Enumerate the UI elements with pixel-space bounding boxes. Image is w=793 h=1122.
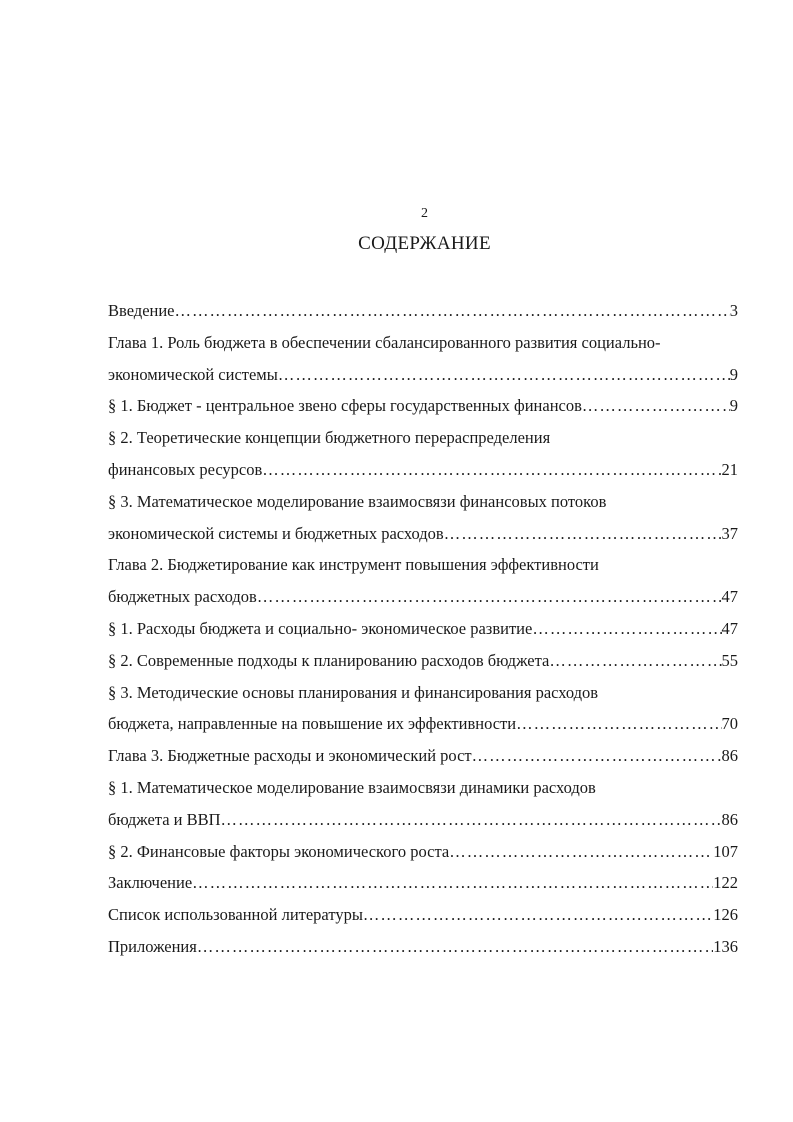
toc-line [108, 549, 738, 581]
toc-page-number: 70 [721, 714, 738, 734]
toc-leader-dots [175, 295, 730, 327]
toc-leader-dots [363, 899, 713, 931]
toc-leader-dots [192, 867, 713, 899]
toc-line [108, 295, 738, 327]
toc-leader-dots [582, 390, 730, 422]
toc-leader-dots [549, 645, 721, 677]
toc-leader-dots [444, 518, 722, 550]
toc-entry-text: Введение [108, 301, 175, 320]
toc-entry-text: Глава 1. Роль бюджета в обеспечении сбалансированного развития социально- [108, 332, 661, 352]
toc-line [108, 359, 738, 391]
toc-entry-text: бюджета, направленные на повышение их эффективности [108, 714, 517, 734]
toc-line [108, 486, 738, 518]
toc-page-number: 47 [721, 587, 738, 607]
toc-line [108, 327, 738, 359]
toc-line [108, 899, 738, 931]
page-title: СОДЕРЖАНИЕ [358, 233, 491, 254]
toc-page-number: 3 [729, 301, 738, 320]
toc-page-number: 126 [713, 905, 738, 925]
toc-entry-text: § 2. Теоретические концепции бюджетного перераспределения [108, 428, 551, 448]
toc-page-number: 9 [729, 396, 738, 416]
toc-page-number: 37 [721, 523, 738, 543]
toc-line [108, 613, 738, 645]
toc-entry-text: Приложения [108, 936, 197, 956]
toc-leader-dots [449, 836, 713, 868]
toc-line [108, 422, 738, 454]
toc-leader-dots [262, 454, 721, 486]
toc-page-number: 47 [721, 618, 738, 638]
toc-page-number: 122 [713, 873, 738, 893]
toc-line [108, 677, 738, 709]
toc-entry-text: бюджета и ВВП [108, 809, 221, 829]
toc-entry-text: Список использованной литературы [108, 905, 363, 925]
table-of-contents [108, 295, 738, 963]
toc-page-number: 21 [721, 459, 738, 479]
toc-page-number: 107 [713, 841, 738, 861]
toc-line [108, 931, 738, 963]
toc-page-number: 55 [721, 650, 738, 670]
toc-leader-dots [257, 581, 722, 613]
toc-entry-text: § 1. Математическое моделирование взаимосвязи динамики расходов [108, 777, 596, 797]
toc-entry-text: экономической системы и бюджетных расходов [108, 523, 444, 543]
toc-line [108, 518, 738, 550]
toc-line [108, 740, 738, 772]
toc-entry-text: § 2. Современные подходы к планированию расходов бюджета [108, 650, 550, 670]
toc-line [108, 708, 738, 740]
toc-leader-dots [532, 613, 721, 645]
toc-entry-text: экономической системы [108, 364, 278, 384]
toc-page-number: 9 [729, 364, 738, 384]
toc-leader-dots [197, 931, 713, 963]
toc-line [108, 804, 738, 836]
toc-entry-text: Глава 3. Бюджетные расходы и экономический рост [108, 746, 472, 766]
toc-entry-text: § 3. Методические основы планирования и финансирования расходов [108, 682, 599, 702]
toc-entry-text: Глава 2. Бюджетирование как инструмент повышения эффективности [108, 555, 599, 575]
toc-line [108, 390, 738, 422]
toc-entry-text: § 3. Математическое моделирование взаимосвязи финансовых потоков [108, 491, 607, 511]
toc-line [108, 836, 738, 868]
toc-line [108, 772, 738, 804]
toc-leader-dots [516, 708, 721, 740]
toc-line [108, 645, 738, 677]
toc-page-number: 86 [721, 746, 738, 766]
toc-line [108, 581, 738, 613]
toc-entry-text: § 1. Расходы бюджета и социально- экономическое развитие [108, 618, 533, 638]
toc-entry-text: финансовых ресурсов [108, 459, 263, 479]
toc-line [108, 454, 738, 486]
toc-entry-text: § 2. Финансовые факторы экономического роста [108, 841, 450, 861]
toc-page-number: 136 [713, 936, 738, 956]
toc-entry-text: бюджетных расходов [108, 587, 257, 607]
toc-line [108, 867, 738, 899]
toc-leader-dots [221, 804, 722, 836]
page-number: 2 [421, 206, 428, 221]
toc-entry-text: Заключение [108, 873, 193, 893]
toc-entry-text: § 1. Бюджет - центральное звено сферы государственных финансов [108, 396, 582, 416]
toc-page-number: 86 [721, 809, 738, 829]
toc-leader-dots [472, 740, 722, 772]
toc-leader-dots [278, 359, 730, 391]
